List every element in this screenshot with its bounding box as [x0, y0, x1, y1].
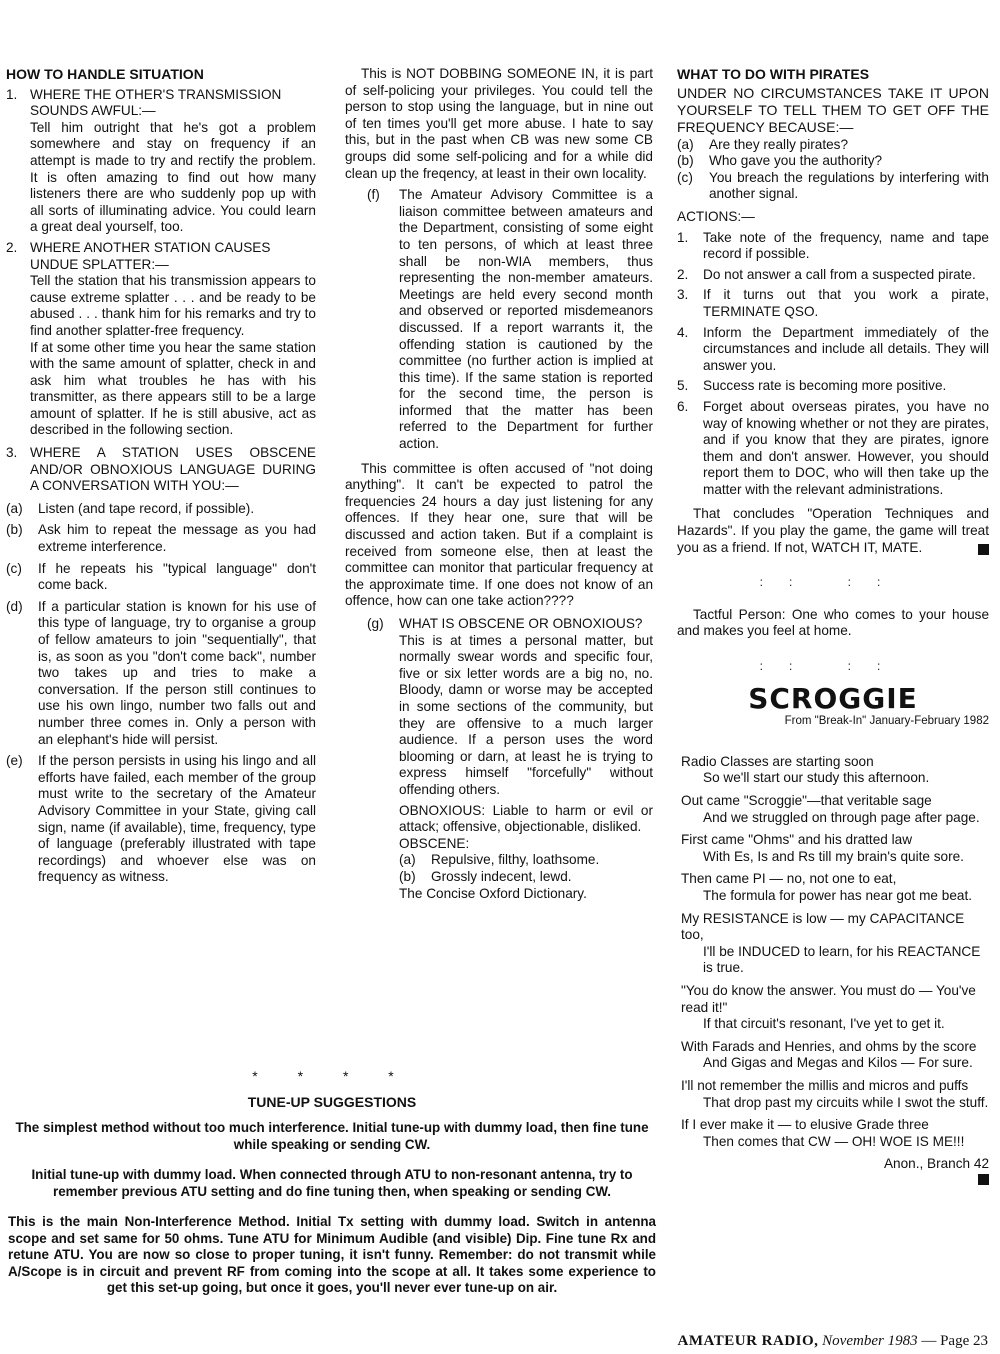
- poem-line: With Farads and Henries, and ohms by the score: [681, 1038, 977, 1054]
- sub-letter: (f): [367, 187, 380, 203]
- sub-text: If he repeats his "typical language" don't come back.: [38, 560, 316, 593]
- item-number: 3.: [6, 445, 18, 461]
- reason-text: Are they really pirates?: [709, 136, 849, 152]
- item-number: 1.: [6, 86, 18, 102]
- tune-up-paragraph: The simplest method without too much interference. Initial tune-up with dummy load, then fine tune while speaking or sending CW.: [15, 1120, 649, 1152]
- reason-item: [677, 153, 989, 170]
- poem-stanza: [681, 1117, 989, 1150]
- reason-item: [677, 137, 989, 154]
- sub-item: [6, 599, 316, 748]
- reason-letter: (b): [677, 153, 694, 169]
- poem-line: Then came PI — no, not one to eat,: [681, 871, 897, 887]
- action-text: Do not answer a call from a suspected pirate.: [703, 266, 976, 282]
- end-mark-wrap: [681, 1173, 989, 1190]
- action-text: Inform the Department immediately of the circumstances and include all details. They will answer you.: [703, 324, 989, 373]
- action-number: 3.: [677, 287, 689, 303]
- section-divider-stars: * * * *: [252, 1068, 412, 1084]
- sub-letter: (c): [6, 560, 22, 576]
- reason-text: You breach the regulations by interfering with another signal.: [709, 169, 989, 202]
- sub-item: [6, 522, 316, 555]
- poem-line: With Es, Is and Rs till my brain's quite sore.: [703, 848, 964, 864]
- section-heading-handle-situation: HOW TO HANDLE SITUATION: [6, 66, 204, 82]
- definition-obnoxious: OBNOXIOUS: Liable to harm or evil or attack; offensive, objectionable, disliked.: [399, 802, 653, 835]
- conclusion-text: That concludes "Operation Techniques and Hazards". If you play the game, the game will treat you as a friend. If not, WATCH IT, MATE.: [677, 506, 989, 555]
- poem-stanza: [681, 832, 989, 865]
- poem-line: Radio Classes are starting soon: [681, 753, 874, 769]
- separator: :: ::: [759, 659, 907, 674]
- action-text: Success rate is becoming more positive.: [703, 378, 947, 394]
- sub-item: [6, 501, 316, 518]
- sub-text: The Amateur Advisory Committee is a liaison committee between amateurs and the Department, consisting of some eight to ten persons, of which at least three shall be non-WIA members, thus representing the non-member amateurs. Meetings are held every second month and observed or reported misdemeanors discussed. If a report warrants it, the offending station is cautioned by the committee (no further action is implied at this time). If the same station is reported for the second time, the person is informed that the matter has been referred to the Department for further action.: [399, 187, 653, 452]
- poem-line: If that circuit's resonant, I've yet to get it.: [703, 1016, 945, 1032]
- action-number: 5.: [677, 378, 689, 394]
- poem-line: First came "Ohms" and his dratted law: [681, 832, 913, 848]
- sub-text: If a particular station is known for his use of this type of language, try to organise a group of fellow amateurs to join "sequentially", that is, as soon as you "don't come back", number two takes up and tries to make a conversation. If the person still continues to use his own lingo, number two falls out and number three comes in. Only a person with an elephant's hide will persist.: [38, 598, 316, 747]
- item-text: Tell the station that his transmission appears to cause extreme splatter . . . and be ready to be abused . . . thank him for his remarks and try to find another splatter-free frequency.: [30, 273, 316, 338]
- poem-line: Then comes that CW — OH! WOE IS ME!!!: [703, 1133, 965, 1149]
- item-title: WHERE THE OTHER'S TRANSMISSION SOUNDS AWFUL:—: [30, 86, 282, 119]
- sub-letter: (d): [6, 598, 23, 614]
- poem-line: My RESISTANCE is low — my CAPACITANCE too,: [681, 910, 965, 943]
- item-text: Tell him outright that he's got a problem somewhere and stay on frequency if an attempt is made to try and rectify the problem. It is often amazing to find out how many listeners there are who suddenly pop up with all sorts of illuminating advice. You could learn a great deal yourself, too.: [30, 119, 316, 235]
- sub-item: [6, 753, 316, 886]
- action-text: Take note of the frequency, name and tape record if possible.: [703, 229, 989, 262]
- sub-text: This is at times a personal matter, but normally swear words and specific four, five or six letter words are a big no, no. Bloody, damn or worse may be accepted in some sections of the community, but they are offensive to a much larger audience. If a person uses the word blooming or darn, at least he is trying to express himself "forcefully" without offending others.: [399, 632, 653, 797]
- sub-letter: (a): [6, 500, 23, 516]
- poem-line: So we'll start our study this afternoon.: [703, 770, 930, 786]
- reason-item: [677, 170, 989, 203]
- poem-stanza: [681, 1078, 989, 1111]
- definition-item: [399, 852, 653, 869]
- pirates-intro: UNDER NO CIRCUMSTANCES TAKE IT UPON YOURSELF TO TELL THEM TO GET OFF THE FREQUENCY BECAUSE:—: [677, 84, 989, 135]
- source-citation: The Concise Oxford Dictionary.: [399, 885, 587, 901]
- poem-stanza: [681, 1039, 989, 1072]
- action-item: [677, 267, 989, 284]
- item-number: 2.: [6, 239, 18, 255]
- sub-text: Ask him to repeat the message as you had extreme interference.: [38, 522, 316, 555]
- reason-letter: (c): [677, 169, 693, 185]
- definition-item: [399, 869, 653, 886]
- scroggie-poem: [677, 754, 989, 1190]
- poem-stanza: [681, 793, 989, 826]
- column-3: [677, 66, 989, 1189]
- end-mark-icon: [978, 1174, 989, 1185]
- item-text: If at some other time you hear the same station with the same amount of splatter, check in and ask him what troubles he has with his transmitter, as there appears still to be a large amount of splatter. If he is still abusive, act as described in the following section.: [30, 339, 316, 438]
- action-number: 1.: [677, 229, 689, 245]
- page-number: — Page 23: [921, 1333, 988, 1349]
- reason-text: Who gave you the authority?: [709, 153, 883, 169]
- list-item: [6, 445, 316, 495]
- poem-line: And Gigas and Megas and Kilos — For sure.: [703, 1055, 973, 1071]
- tune-up-section: [8, 1068, 656, 1311]
- sub-title: WHAT IS OBSCENE OR OBNOXIOUS?: [399, 616, 643, 631]
- poem-line: And we struggled on through page after page.: [703, 809, 980, 825]
- definition-text: Grossly indecent, lewd.: [431, 868, 572, 884]
- action-item: [677, 325, 989, 375]
- definition-letter: (b): [399, 868, 416, 884]
- action-number: 2.: [677, 266, 689, 282]
- issue-date: November 1983: [822, 1333, 918, 1349]
- poem-line: Out came "Scroggie"—that veritable sage: [681, 793, 932, 808]
- section-heading-pirates: WHAT TO DO WITH PIRATES: [677, 66, 870, 82]
- action-item: [677, 399, 989, 499]
- action-text: Forget about overseas pirates, you have no way of knowing whether or not they are pirates, and if you know that they are pirates, ignore them and don't answer. However, you should report them to DOC, who will then take up the matter with the relevant administrations.: [703, 398, 989, 497]
- action-item: [677, 230, 989, 263]
- poem-stanza: [681, 754, 989, 787]
- column-2: [345, 66, 653, 902]
- poem-signature: Anon., Branch 42: [883, 1156, 989, 1172]
- page-footer: [678, 1333, 988, 1350]
- action-text: If it turns out that you work a pirate, TERMINATE QSO.: [703, 287, 989, 319]
- tactful-person-paragraph: Tactful Person: One who comes to your house and makes you feel at home.: [677, 606, 989, 639]
- item-title: WHERE ANOTHER STATION CAUSES UNDUE SPLATTER:—: [30, 239, 271, 272]
- poem-stanza: [681, 871, 989, 904]
- paragraph: This is NOT DOBBING SOMEONE IN, it is part of self-policing your privileges. You could tell the person to stop using the language, but in nine out of ten times you'll get more abuse. I hate to say this, but in the past when CB was new some CB groups did some self-policing and for a while did clean up the freqency, at least in their own locality.: [345, 66, 653, 181]
- scroggie-title: SCROGGIE: [748, 681, 918, 715]
- sub-item: [367, 187, 653, 453]
- poem-stanza: [681, 983, 989, 1033]
- sub-letter: (b): [6, 522, 23, 538]
- sub-item: [6, 561, 316, 594]
- tune-up-paragraph: This is the main Non-Interference Method. Initial Tx setting with dummy load. Switch in antenna scope and set same for 50 ohms. Tune ATU for Minimum Audible (and visible) Dip. Fine tune Rx and retune ATU. You are now so close to proper tuning, it isn't funny. Remember: do not transmit while A/Scope is in circuit and prevent RF from coming into the scope at all. It takes some experience to get this set-up going, but once it goes, you'll never ever tune-up on air.: [8, 1214, 656, 1295]
- actions-heading: ACTIONS:—: [677, 208, 755, 224]
- definition-obscene-label: OBSCENE:: [399, 835, 470, 851]
- section-heading-tune-up: TUNE-UP SUGGESTIONS: [247, 1094, 417, 1110]
- poem-line: I'll not remember the millis and micros and puffs: [681, 1077, 969, 1093]
- reason-letter: (a): [677, 136, 694, 152]
- list-item: [6, 87, 316, 236]
- action-number: 6.: [677, 398, 689, 414]
- scroggie-source: From "Break-In" January-February 1982: [784, 715, 989, 728]
- poem-line: I'll be INDUCED to learn, for his REACTANCE is true.: [703, 943, 981, 976]
- poem-line: That drop past my circuits while I swot the stuff.: [703, 1094, 989, 1110]
- magazine-name: AMATEUR RADIO,: [677, 1333, 819, 1349]
- sub-item: [367, 616, 653, 902]
- action-number: 4.: [677, 324, 689, 340]
- list-item: [6, 240, 316, 439]
- sub-text: If the person persists in using his lingo and all efforts have failed, each member of the group must write to the secretary of the Amateur Advisory Committee in your State, giving call sign, name (if available), time, frequency, type of language (preferably illustrated with tape recordings) and whoever else was on frequency as witness.: [38, 753, 316, 885]
- end-mark-icon: [978, 544, 989, 555]
- tune-up-paragraph: Initial tune-up with dummy load. When connected through ATU to non-resonant antenna, try to remember previous ATU setting and do fine tuning then, when speaking or sending CW.: [31, 1167, 633, 1199]
- item-title: WHERE A STATION USES OBSCENE AND/OR OBNOXIOUS LANGUAGE DURING A CONVERSATION WITH YOU:—: [30, 445, 316, 494]
- poem-line: "You do know the answer. You must do — You've read it!": [681, 982, 976, 1015]
- column-1: [6, 66, 316, 886]
- definition-letter: (a): [399, 852, 416, 868]
- separator: :: ::: [759, 575, 907, 590]
- action-item: [677, 378, 989, 395]
- poem-line: The formula for power has near got me beat.: [703, 887, 972, 903]
- poem-stanza: [681, 911, 989, 977]
- definition-text: Repulsive, filthy, loathsome.: [431, 852, 600, 868]
- poem-line: If I ever make it — to elusive Grade three: [681, 1117, 929, 1133]
- conclusion-paragraph: [677, 506, 989, 556]
- sub-letter: (g): [367, 616, 384, 631]
- sub-text: Listen (and tape record, if possible).: [38, 500, 255, 516]
- action-item: [677, 287, 989, 320]
- sub-letter: (e): [6, 753, 23, 769]
- paragraph: This committee is often accused of "not doing anything". It can't be expected to patrol the frequencies 24 hours a day just listening for any offences. If they hear one, sure that will be discussed and action taken. But if a complaint is received from someone else, then at least the committee can monitor that particular frequency at the approximate time. If one does not know of an offence, how can one take action????: [345, 460, 653, 609]
